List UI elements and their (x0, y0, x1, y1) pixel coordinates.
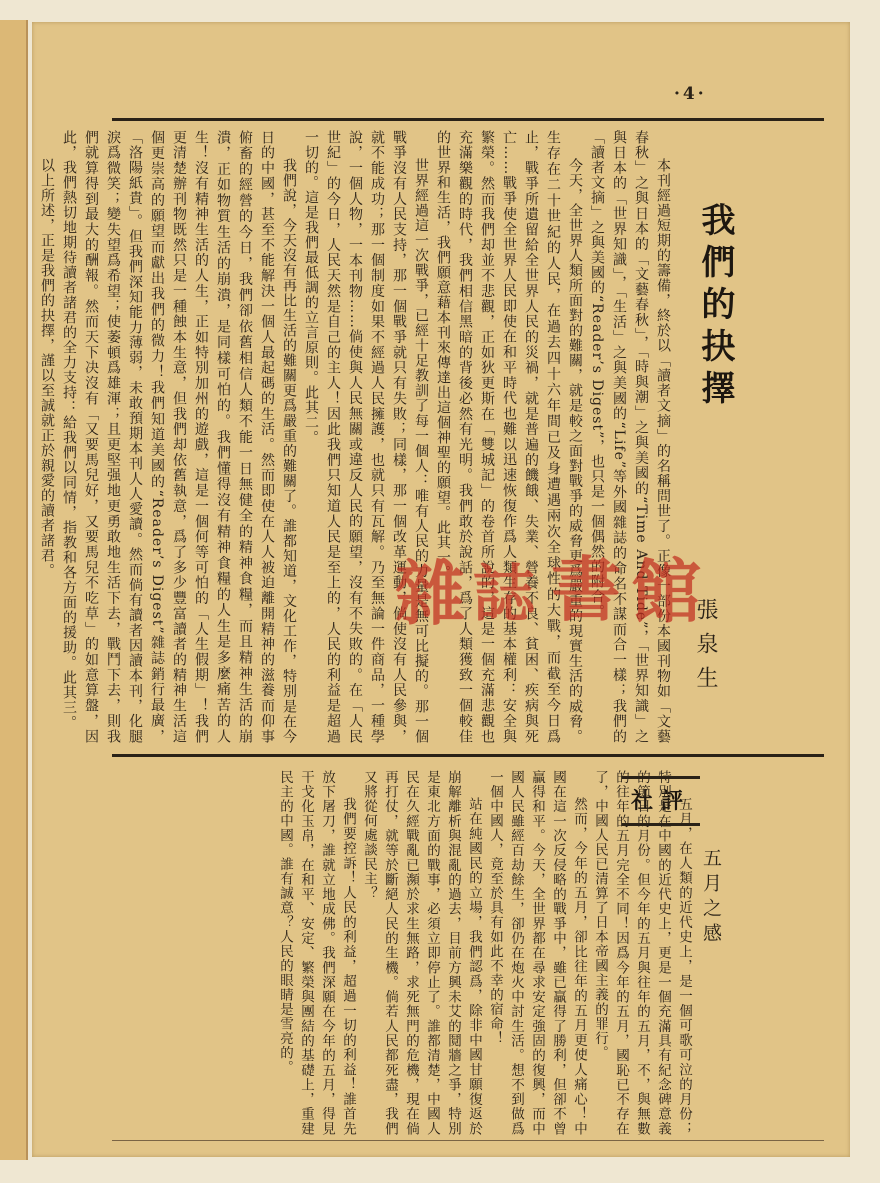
article-paragraph: 今天，全世界人類所面對的難關，就是較之面對戰爭的威脅更爲嚴重的現實生活的威脅。生存在二十世紀的人民，在過去四十六年間已及身遭遇兩次全球性的大戰，而截至今日爲止，戰爭所遺留給全世界人民的災禍，就是普遍的饑餓、失業、營養不良、貧困、疾病與死亡……戰爭使全世界人民即使在和平時代也難以迅速恢復作爲人類生存的基本權利：安全與繁榮。然而我們却並不悲觀，正如狄更斯在「雙城記」的卷首所說的，這是一個充滿悲觀也充滿樂觀的時代，我們相信黑暗的背後必然有光明。我們敢於說話，爲了人類獲致一個較佳的世界和生活，我們願意藉本刊來傳達出這個神聖的願望。此其一。 (435, 130, 583, 744)
bottom-rule (112, 1140, 824, 1141)
library-watermark-stamp (395, 528, 725, 635)
editorial-paragraph: 然而，今年的五月，卻比往年的五月更使人痛心！中國在這一次反侵略的戰爭中，雖已贏得了勝利，但卻不曾贏得和平。今天，全世界都在尋求安定強固的復興，而中國人民雖經百劫餘生，卻仍在炮火中討生活。想不到做爲一個中國人，竟至於具有如此不幸的宿命！ (487, 770, 587, 1136)
article-paragraph: 以上所述，正是我們的抉擇，謹以至誠就正於親愛的讀者諸君。 (39, 158, 55, 578)
stamp-char: 雜 (395, 552, 465, 635)
article-paragraph: 本刊經過短期的籌備，終於以「讀者文摘」的名稱問世了。正像一部份本國刊物如「文藝春秋」之與日本的「文藝春秋」，「時與潮」之與美國的“Time And Tide”，「世界知識」之與日本的「世界知識」，「生活」之與美國的“Life”等外國雜誌的命名不謀而合一樣；我們的「讀者文摘」之與美國的“Reader’s Digest”，也只是一個偶然的附合。 (589, 130, 671, 744)
article-paragraph: 世界經過這一次戰爭，已經十足教訓了每一個人：唯有人民的力量是無可比擬的。那一個戰爭沒有人民支持，那一個戰爭就只有失敗；同樣，那一個改革運動，倘使沒有人民參與，就不能成功；那一個制度如果不經過人民擁護，也就只有瓦解。乃至無論一件商品，一種學說，一個人物，一本刊物……倘使與人民無關或違反人民的願望，沒有不失敗的。在「人民世紀」的今日，人民天然是自己的主人！因此我們只知道人民是至上的，人民的利益是超過一切的。這是我們最低調的立言原則。此其二。 (303, 130, 429, 744)
editorial-paragraph: 站在純國民的立場，我們認爲，除非中國甘願復返於崩解離析與混亂的過去，目前方興未艾的鬩牆之爭，特別是東北方面的戰事，必須立即停止了。誰都清楚，中國人民在久經戰亂已瀕於求生無路，求死無門的危機，現在倘再打仗，就等於斷絕人民的生機。倘若人民都死盡，我們又將從何處談民主？ (361, 770, 482, 1136)
editorial-paragraph: 五月，在人類的近代史上，是一個可歌可泣的月份；特別是在中國的近代史上，更是一個充滿具有紀念碑意義的節日的月份。但今年的五月與往年的五月，不，與無數的往年的五月完全不同！因爲今年的五月，國恥已不存在了，中國人民已清算了日本帝國主義的罪行。 (592, 770, 692, 1136)
editorial-paragraph: 我們要控訴！人民的利益，超過一切的利益！誰首先放下屠刀，誰就立地成佛。我們深願在今年的五月，得見干戈化玉帛，在和平、安定、繁榮與團結的基礎上，重建民主的中國。誰有誠意？人民的眼睛是雪亮的。 (277, 770, 356, 1136)
top-rule (112, 118, 824, 121)
stamp-char: 書 (551, 548, 621, 631)
editorial-body (128, 770, 694, 1136)
page-number: ·4· (674, 84, 707, 104)
editorial-label: 社評 (630, 788, 691, 814)
stamp-char: 館 (631, 550, 701, 633)
article-paragraph: 我們說，今天沒有再比生活的難關更爲嚴重的難關了。誰都知道，文化工作，特別是在今日的中國，甚至不能解決一個人最起碼的生活。然而即使在人人被迫離開精神的滋養而仰事俯畜的經營的今日，我們卻依舊相信人類不能一日無健全的精神食糧，而且精神生活的崩潰，正如物質生活的崩潰，是同樣可怕的。我們懂得沒有精神食糧的人生是多麼痛苦的人生！沒有精神生活的人生，正如特別加州的遊戲，這是一個何等可怕的「人生假期」！我們更清楚辦刊物既然只是一種蝕本生意，但我們却依舊執意，爲了多少豐富讀者的精神生活這個更崇高的願望而獻出我們的微力！我們知道美國的“Reader’s Digest”雜誌銷行最廣，「洛陽紙貴」。但我們深知能力薄弱，未敢預期本刊人人愛讀。然而倘有讀者因讀本刊，化腿淚爲微笑；變失望爲希望；使萎頓爲雄渾；且更堅强地更勇敢地生活下去，戰鬥下去，則我們就算得到最大的酬報。然而天下决沒有「又要馬兒好，又要馬兒不吃草」的如意算盤，因此，我們熱切地期待讀者諸君的全力支持：給我們以同情，指教和各方面的援助。此其三。 (61, 130, 297, 744)
article-title: 我們的抉擇 (695, 202, 735, 412)
stamp-char: 誌 (473, 557, 536, 630)
middle-rule (112, 754, 824, 757)
editorial-title: 五月之感 (700, 848, 722, 948)
adjacent-page-edge (0, 20, 28, 1160)
article-author: 張泉生 (693, 598, 718, 700)
article-body (39, 130, 674, 744)
